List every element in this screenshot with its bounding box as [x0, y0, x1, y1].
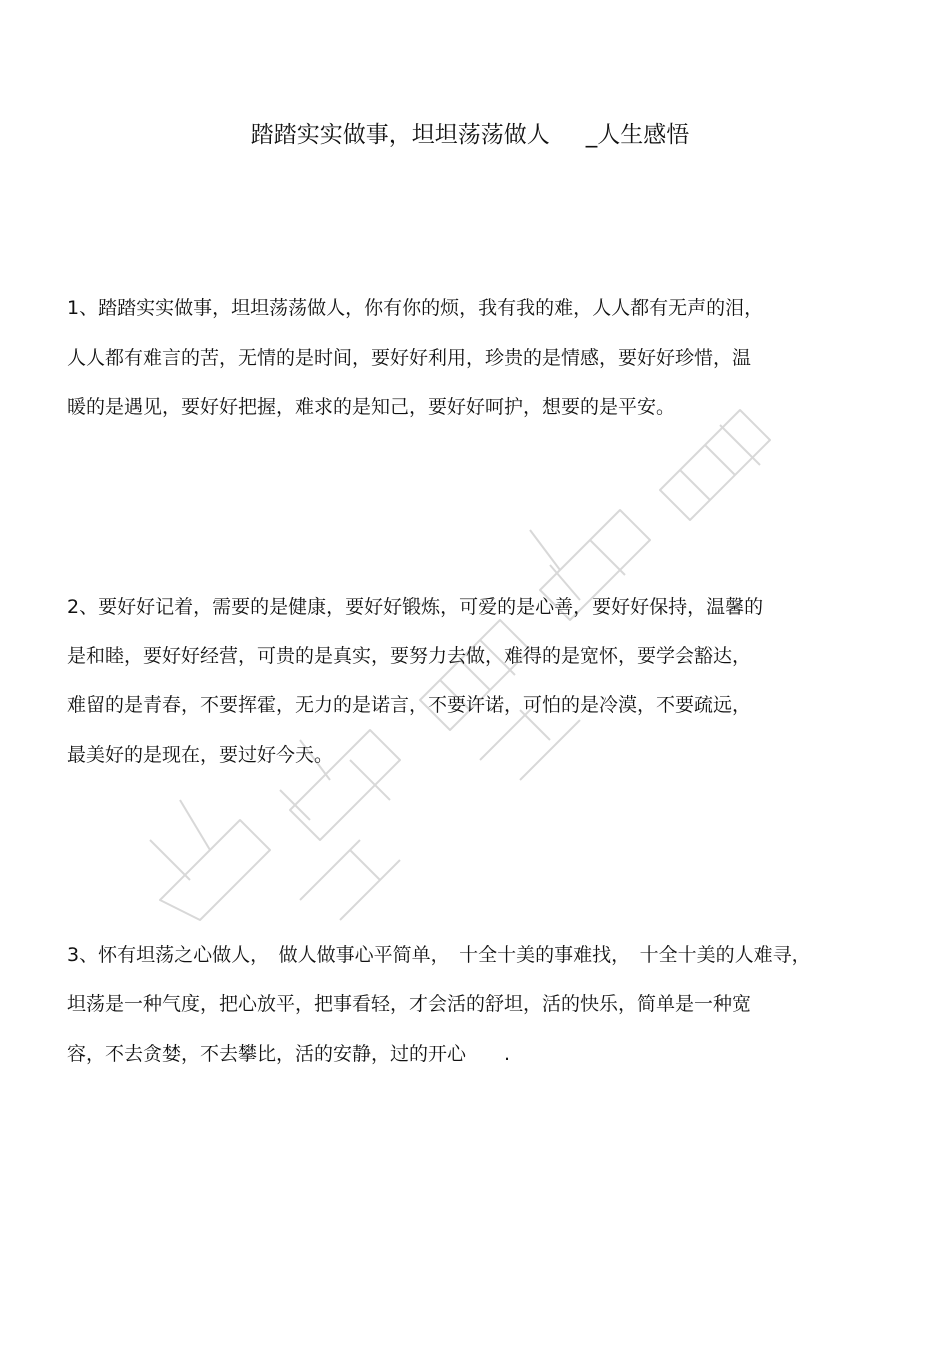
paragraph-2-line-3: 难留的是青春，不要挥霍，无力的是诺言，不要许诺，可怕的是冷漠，不要疏远， [67, 694, 752, 716]
title-suffix: _人生感悟 [585, 122, 690, 148]
paragraph-1-line-3: 暖的是遇见，要好好把握，难求的是知己，要好好呵护，想要的是平安。 [67, 396, 676, 418]
paragraph-3-line-2: 坦荡是一种气度，把心放平，把事看轻，才会活的舒坦，活的快乐，简单是一种宽 [67, 993, 752, 1015]
title-main: 踏踏实实做事，坦坦荡荡做人 [250, 122, 550, 148]
page-title [0, 118, 940, 152]
paragraph-2-line-1: 2、要好好记着，需要的是健康，要好好锻炼，可爱的是心善，要好好保持，温馨的 [67, 596, 764, 618]
paragraph-3-line-3: 容，不去贪婪，不去攀比，活的安静，过的开心 . [67, 1043, 511, 1065]
paragraph-1-line-2: 人人都有难言的苦，无情的是时间，要好好利用，珍贵的是情感，要好好珍惜，温 [67, 347, 752, 369]
paragraph-3-line-1: 3、怀有坦荡之心做人， 做人做事心平简单， 十全十美的事难找， 十全十美的人难寻， [67, 944, 811, 966]
paragraph-1-line-1: 1、踏踏实实做事，坦坦荡荡做人，你有你的烦，我有我的难，人人都有无声的泪， [67, 297, 764, 319]
paragraph-2-line-4: 最美好的是现在，要过好今天。 [67, 744, 334, 766]
paragraph-2-line-2: 是和睦，要好好经营，可贵的是真实，要努力去做，难得的是宽怀，要学会豁达， [67, 645, 752, 667]
